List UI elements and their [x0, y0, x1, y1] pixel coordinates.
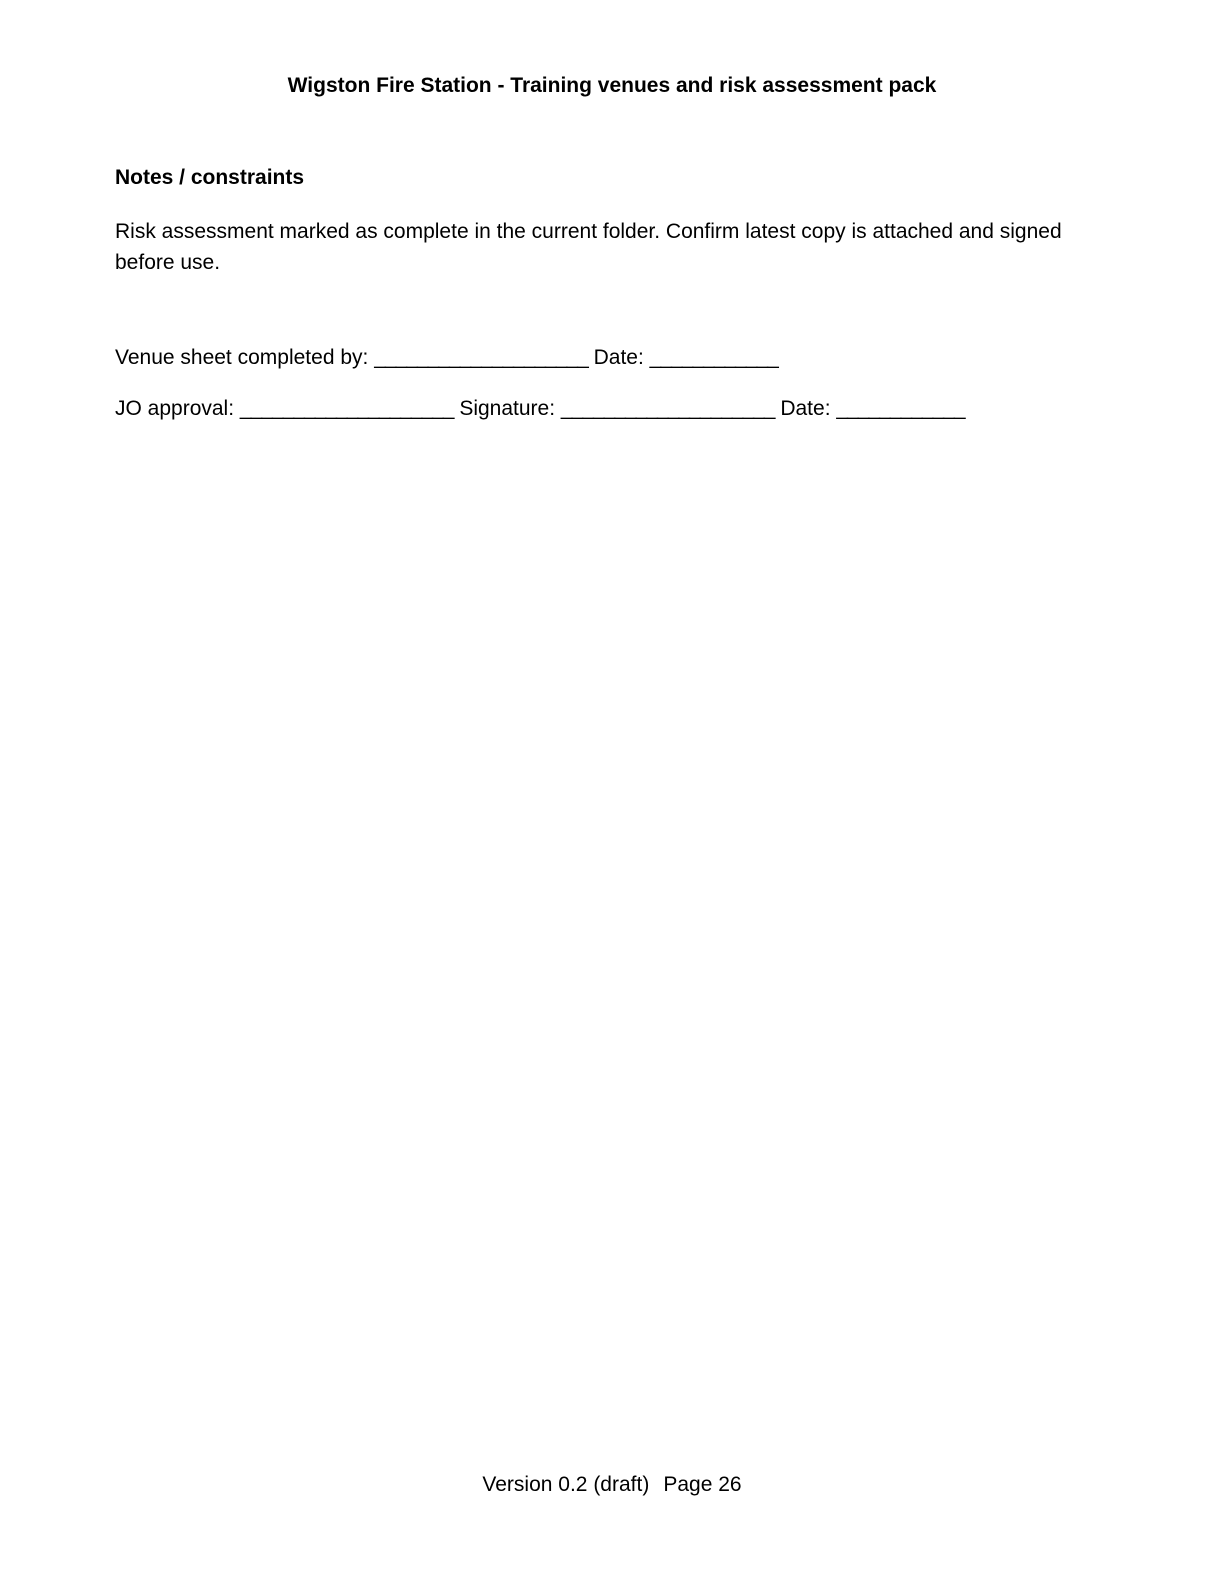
footer-page-number: Page 26: [663, 1473, 742, 1496]
jo-signature-blank-line: ____________________: [560, 397, 775, 420]
jo-date-label: Date:: [774, 397, 837, 420]
venue-completed-label: Venue sheet completed by:: [115, 346, 375, 369]
venue-date-blank-line: ____________: [649, 346, 778, 369]
footer-version-text: Version 0.2 (draft): [482, 1473, 650, 1496]
jo-signature-label: Signature:: [453, 397, 561, 420]
notes-paragraph: Risk assessment marked as complete in the current folder. Confirm latest copy is attached and signed before use.: [115, 220, 1062, 274]
jo-approval-label: JO approval:: [115, 397, 240, 420]
jo-date-blank-line: ____________: [836, 397, 965, 420]
document-title: Wigston Fire Station - Training venues and risk assessment pack: [287, 74, 937, 97]
section-heading-notes-constraints: Notes / constraints: [115, 166, 305, 189]
jo-approval-blank-line: ____________________: [239, 397, 454, 420]
venue-completed-line: [115, 345, 778, 371]
page-footer: [0, 1472, 1224, 1498]
jo-approval-line: [115, 396, 965, 422]
venue-completed-blank-line: ____________________: [374, 346, 588, 369]
venue-date-label: Date:: [587, 346, 650, 369]
